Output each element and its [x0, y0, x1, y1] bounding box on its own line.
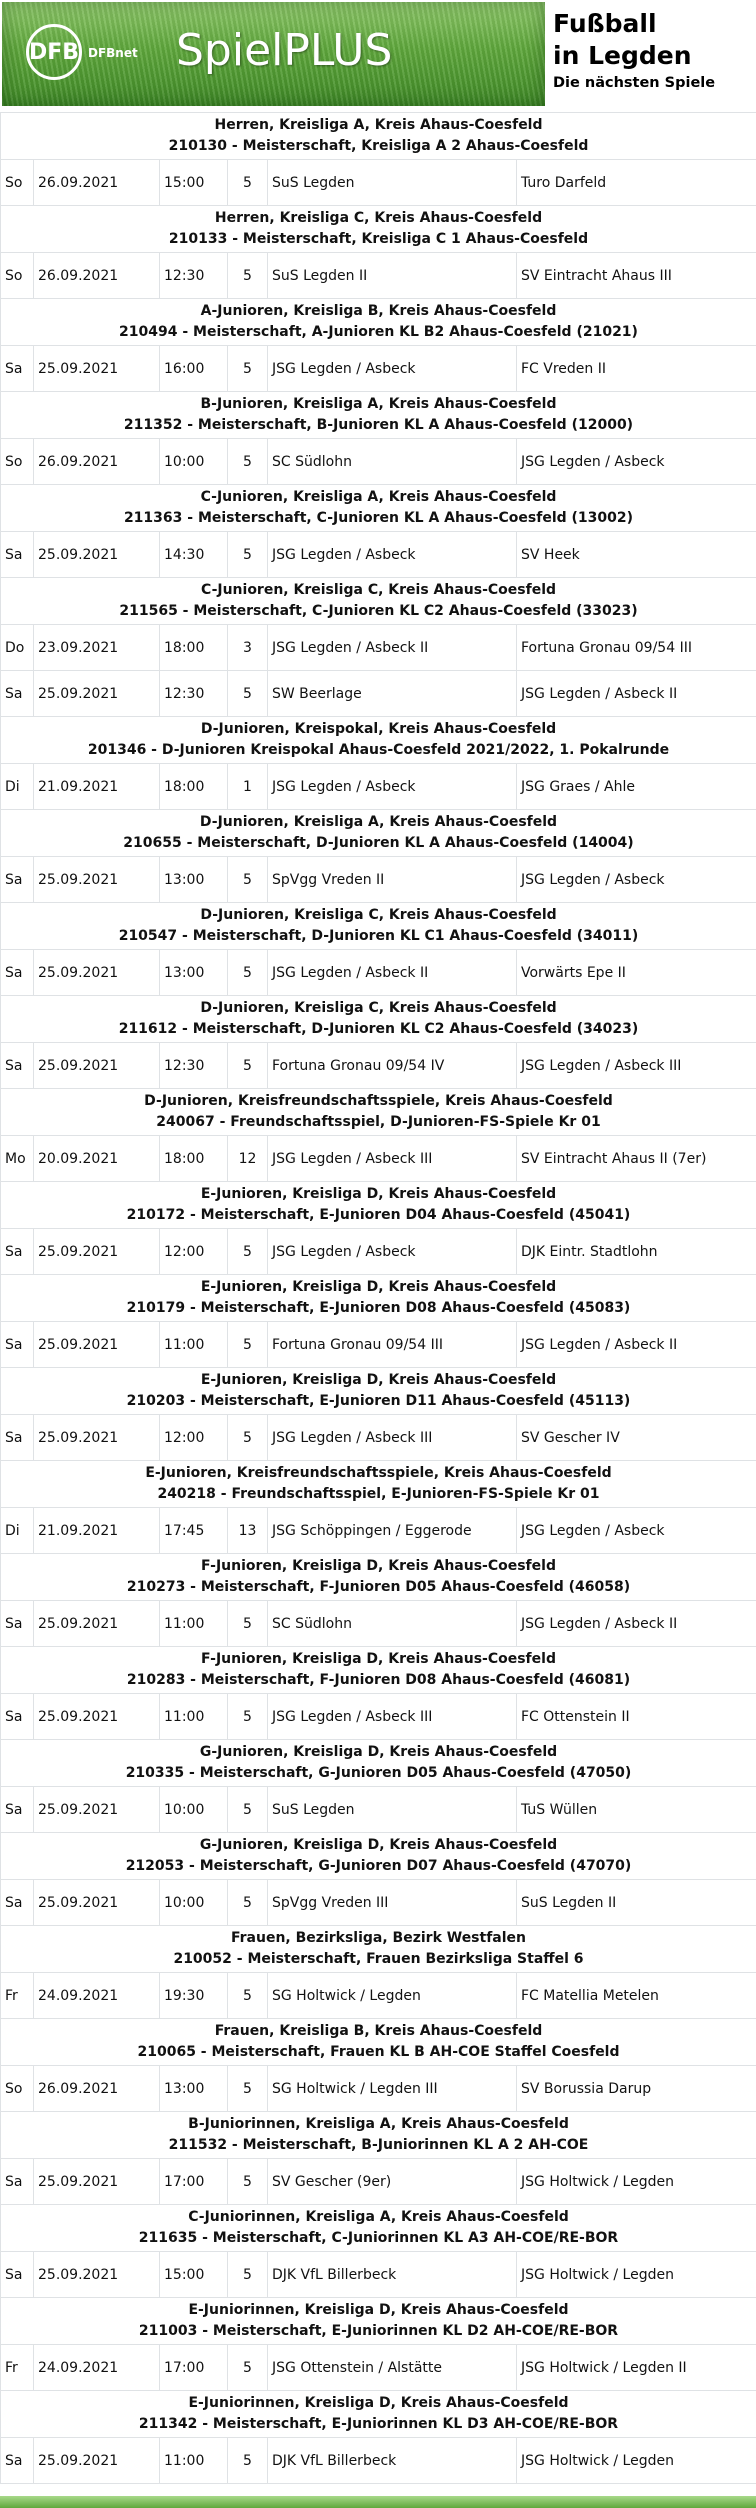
match-number: 5 — [228, 2066, 268, 2112]
match-row[interactable] — [1, 1136, 756, 1182]
dfb-logo-text: DFB — [28, 39, 80, 65]
competition-header-row — [1, 299, 756, 346]
away-team[interactable]: FC Matellia Metelen — [517, 1973, 756, 2019]
competition-header — [1, 1740, 756, 1787]
competition-header-row — [1, 1554, 756, 1601]
competition-league: Frauen, Kreisliga B, Kreis Ahaus-Coesfeld — [214, 2023, 543, 2039]
match-time: 16:00 — [160, 346, 228, 392]
match-row[interactable] — [1, 1694, 756, 1740]
match-day: So — [1, 160, 34, 206]
home-team[interactable]: JSG Legden / Asbeck III — [268, 1415, 517, 1461]
match-time: 18:00 — [160, 1136, 228, 1182]
competition-title-link[interactable]: 210335 - Meisterschaft, G-Junioren D05 Ahaus-Coesfeld (47050) — [125, 1765, 632, 1781]
away-team[interactable]: Fortuna Gronau 09/54 III — [517, 625, 756, 671]
match-day: Sa — [1, 857, 34, 903]
match-date: 25.09.2021 — [34, 2438, 160, 2484]
footer-grass-strip — [0, 2496, 756, 2508]
competition-header-row — [1, 1740, 756, 1787]
home-team[interactable]: JSG Ottenstein / Alstätte — [268, 2345, 517, 2391]
competition-title-link[interactable]: 210203 - Meisterschaft, E-Junioren D11 Ahaus-Coesfeld (45113) — [126, 1393, 631, 1409]
match-day: Sa — [1, 1322, 34, 1368]
competition-header-row — [1, 1461, 756, 1508]
competition-title-link[interactable]: 211635 - Meisterschaft, C-Juniorinnen KL A3 AH-COE/RE-BOR — [138, 2230, 619, 2246]
match-time: 17:00 — [160, 2159, 228, 2205]
competition-header — [1, 2298, 756, 2345]
match-row[interactable] — [1, 346, 756, 392]
home-team[interactable]: DJK VfL Billerbeck — [268, 2438, 517, 2484]
competition-league: D-Junioren, Kreisliga C, Kreis Ahaus-Coesfeld — [200, 907, 557, 923]
competition-league: A-Junioren, Kreisliga B, Kreis Ahaus-Coesfeld — [200, 303, 557, 319]
match-number: 5 — [228, 439, 268, 485]
competition-header — [1, 1275, 756, 1322]
match-time: 11:00 — [160, 1694, 228, 1740]
page-subtitle: Die nächsten Spiele — [553, 75, 716, 91]
competition-header — [1, 717, 756, 764]
match-day: Sa — [1, 671, 34, 717]
match-row[interactable] — [1, 439, 756, 485]
match-day: So — [1, 253, 34, 299]
competition-league: F-Junioren, Kreisliga D, Kreis Ahaus-Coesfeld — [201, 1651, 556, 1667]
match-date: 25.09.2021 — [34, 671, 160, 717]
match-time: 17:00 — [160, 2345, 228, 2391]
match-time: 12:00 — [160, 1415, 228, 1461]
competition-header — [1, 1089, 756, 1136]
match-date: 26.09.2021 — [34, 439, 160, 485]
match-date: 25.09.2021 — [34, 857, 160, 903]
away-team[interactable]: JSG Holtwick / Legden — [517, 2159, 756, 2205]
away-team[interactable]: SV Eintracht Ahaus II (7er) — [517, 1136, 756, 1182]
match-row[interactable] — [1, 950, 756, 996]
competition-title-link[interactable]: 211342 - Meisterschaft, E-Juniorinnen KL D3 AH-COE/RE-BOR — [138, 2416, 619, 2432]
match-time: 12:00 — [160, 1229, 228, 1275]
match-time: 10:00 — [160, 439, 228, 485]
home-team[interactable]: SuS Legden — [268, 160, 517, 206]
match-day: Sa — [1, 1880, 34, 1926]
match-time: 17:45 — [160, 1508, 228, 1554]
match-number: 12 — [228, 1136, 268, 1182]
match-number: 5 — [228, 671, 268, 717]
home-team[interactable]: JSG Legden / Asbeck II — [268, 625, 517, 671]
match-date: 25.09.2021 — [34, 950, 160, 996]
competition-title-link[interactable]: 212053 - Meisterschaft, G-Junioren D07 Ahaus-Coesfeld (47070) — [125, 1858, 632, 1874]
away-team[interactable]: JSG Legden / Asbeck II — [517, 671, 756, 717]
home-team[interactable]: SW Beerlage — [268, 671, 517, 717]
match-number: 5 — [228, 1787, 268, 1833]
home-team[interactable]: SG Holtwick / Legden III — [268, 2066, 517, 2112]
competition-header-row — [1, 996, 756, 1043]
match-time: 10:00 — [160, 1787, 228, 1833]
home-team[interactable]: SC Südlohn — [268, 1601, 517, 1647]
competition-league: E-Juniorinnen, Kreisliga D, Kreis Ahaus-Coesfeld — [188, 2395, 569, 2411]
away-team[interactable]: JSG Legden / Asbeck — [517, 857, 756, 903]
match-number: 13 — [228, 1508, 268, 1554]
competition-header — [1, 206, 756, 253]
page-title-line1: Fußball — [553, 9, 657, 38]
competition-header-row — [1, 1368, 756, 1415]
competition-header-row — [1, 2391, 756, 2438]
competition-header-row — [1, 578, 756, 625]
match-row[interactable] — [1, 625, 756, 671]
match-row[interactable] — [1, 1787, 756, 1833]
home-team[interactable]: JSG Legden / Asbeck — [268, 764, 517, 810]
away-team[interactable]: JSG Holtwick / Legden — [517, 2438, 756, 2484]
away-team[interactable]: JSG Holtwick / Legden II — [517, 2345, 756, 2391]
competition-title-link[interactable]: 210273 - Meisterschaft, F-Junioren D05 Ahaus-Coesfeld (46058) — [126, 1579, 631, 1595]
match-row[interactable] — [1, 160, 756, 206]
match-number: 5 — [228, 1601, 268, 1647]
match-number: 5 — [228, 1229, 268, 1275]
competition-header-row — [1, 903, 756, 950]
away-team[interactable]: DJK Eintr. Stadtlohn — [517, 1229, 756, 1275]
match-day: Sa — [1, 346, 34, 392]
match-date: 25.09.2021 — [34, 1787, 160, 1833]
competition-league: B-Junioren, Kreisliga A, Kreis Ahaus-Coesfeld — [200, 396, 557, 412]
competition-league: D-Junioren, Kreisliga C, Kreis Ahaus-Coesfeld — [200, 1000, 557, 1016]
match-day: Sa — [1, 950, 34, 996]
match-schedule-table — [0, 112, 756, 2484]
competition-title-link[interactable]: 201346 - D-Junioren Kreispokal Ahaus-Coesfeld 2021/2022, 1. Pokalrunde — [87, 742, 670, 758]
competition-title-link[interactable]: 211003 - Meisterschaft, E-Juniorinnen KL D2 AH-COE/RE-BOR — [138, 2323, 619, 2339]
away-team[interactable]: SV Gescher IV — [517, 1415, 756, 1461]
competition-title-link[interactable]: 210283 - Meisterschaft, F-Junioren D08 Ahaus-Coesfeld (46081) — [126, 1672, 631, 1688]
competition-header — [1, 2019, 756, 2066]
match-number: 5 — [228, 1694, 268, 1740]
match-day: Do — [1, 625, 34, 671]
match-date: 25.09.2021 — [34, 1880, 160, 1926]
match-row[interactable] — [1, 1601, 756, 1647]
home-team[interactable]: JSG Legden / Asbeck III — [268, 1694, 517, 1740]
match-time: 13:00 — [160, 950, 228, 996]
match-date: 26.09.2021 — [34, 160, 160, 206]
match-time: 14:30 — [160, 532, 228, 578]
match-time: 19:30 — [160, 1973, 228, 2019]
competition-league: C-Juniorinnen, Kreisliga A, Kreis Ahaus-Coesfeld — [188, 2209, 569, 2225]
competition-header-row — [1, 1089, 756, 1136]
competition-title-link[interactable]: 210179 - Meisterschaft, E-Junioren D08 Ahaus-Coesfeld (45083) — [126, 1300, 631, 1316]
match-row[interactable] — [1, 532, 756, 578]
home-team[interactable]: SC Südlohn — [268, 439, 517, 485]
competition-title-link[interactable]: 210494 - Meisterschaft, A-Junioren KL B2 Ahaus-Coesfeld (21021) — [119, 324, 638, 340]
match-time: 11:00 — [160, 2438, 228, 2484]
match-number: 5 — [228, 1973, 268, 2019]
away-team[interactable]: JSG Legden / Asbeck II — [517, 1322, 756, 1368]
competition-title-link[interactable]: 240218 - Freundschaftsspiel, E-Junioren-FS-Spiele Kr 01 — [157, 1486, 600, 1502]
grass-banner — [2, 2, 545, 106]
competition-header — [1, 1647, 756, 1694]
home-team[interactable]: SpVgg Vreden III — [268, 1880, 517, 1926]
competition-league: D-Junioren, Kreispokal, Kreis Ahaus-Coesfeld — [200, 721, 557, 737]
match-number: 5 — [228, 950, 268, 996]
match-date: 21.09.2021 — [34, 764, 160, 810]
away-team[interactable]: JSG Graes / Ahle — [517, 764, 756, 810]
match-number: 5 — [228, 2438, 268, 2484]
competition-header — [1, 1833, 756, 1880]
competition-header-row — [1, 206, 756, 253]
competition-league: Frauen, Bezirksliga, Bezirk Westfalen — [230, 1930, 527, 1946]
match-date: 25.09.2021 — [34, 1601, 160, 1647]
home-team[interactable]: Fortuna Gronau 09/54 IV — [268, 1043, 517, 1089]
competition-header-row — [1, 717, 756, 764]
match-day: Fr — [1, 1973, 34, 2019]
competition-league: C-Junioren, Kreisliga C, Kreis Ahaus-Coesfeld — [200, 582, 557, 598]
competition-header — [1, 1926, 756, 1973]
competition-title-link[interactable]: 211352 - Meisterschaft, B-Junioren KL A Ahaus-Coesfeld (12000) — [123, 417, 634, 433]
competition-header — [1, 392, 756, 439]
match-row[interactable] — [1, 1322, 756, 1368]
match-row[interactable] — [1, 2345, 756, 2391]
away-team[interactable]: JSG Legden / Asbeck — [517, 1508, 756, 1554]
competition-league: Herren, Kreisliga C, Kreis Ahaus-Coesfeld — [214, 210, 543, 226]
match-time: 13:00 — [160, 857, 228, 903]
away-team[interactable]: SV Eintracht Ahaus III — [517, 253, 756, 299]
dfb-logo-icon[interactable] — [26, 24, 82, 80]
match-number: 1 — [228, 764, 268, 810]
competition-header-row — [1, 392, 756, 439]
match-date: 25.09.2021 — [34, 346, 160, 392]
match-number: 5 — [228, 2252, 268, 2298]
competition-league: G-Junioren, Kreisliga D, Kreis Ahaus-Coesfeld — [199, 1744, 558, 1760]
competition-header — [1, 903, 756, 950]
match-day: Di — [1, 1508, 34, 1554]
match-number: 5 — [228, 1880, 268, 1926]
match-day: Sa — [1, 2159, 34, 2205]
match-date: 25.09.2021 — [34, 1043, 160, 1089]
match-day: So — [1, 439, 34, 485]
match-date: 25.09.2021 — [34, 2159, 160, 2205]
competition-header-row — [1, 2298, 756, 2345]
home-team[interactable]: JSG Legden / Asbeck III — [268, 1136, 517, 1182]
competition-league: B-Juniorinnen, Kreisliga A, Kreis Ahaus-Coesfeld — [188, 2116, 569, 2132]
schedule-body — [1, 113, 756, 2484]
match-number: 5 — [228, 1322, 268, 1368]
match-time: 12:30 — [160, 671, 228, 717]
away-team[interactable]: FC Ottenstein II — [517, 1694, 756, 1740]
match-time: 15:00 — [160, 160, 228, 206]
home-team[interactable]: JSG Legden / Asbeck — [268, 346, 517, 392]
match-date: 26.09.2021 — [34, 253, 160, 299]
away-team[interactable]: Vorwärts Epe II — [517, 950, 756, 996]
home-team[interactable]: DJK VfL Billerbeck — [268, 2252, 517, 2298]
match-row[interactable] — [1, 671, 756, 717]
match-number: 5 — [228, 532, 268, 578]
competition-header-row — [1, 810, 756, 857]
competition-league: Herren, Kreisliga A, Kreis Ahaus-Coesfeld — [214, 117, 543, 133]
competition-header-row — [1, 1275, 756, 1322]
competition-title-link[interactable]: 210052 - Meisterschaft, Frauen Bezirksliga Staffel 6 — [173, 1951, 584, 1967]
competition-title-link[interactable]: 210655 - Meisterschaft, D-Junioren KL A Ahaus-Coesfeld (14004) — [123, 835, 634, 851]
home-team[interactable]: JSG Legden / Asbeck — [268, 1229, 517, 1275]
match-number: 5 — [228, 857, 268, 903]
competition-title-link[interactable]: 211565 - Meisterschaft, C-Junioren KL C2 Ahaus-Coesfeld (33023) — [119, 603, 638, 619]
match-row[interactable] — [1, 1880, 756, 1926]
match-date: 20.09.2021 — [34, 1136, 160, 1182]
competition-header — [1, 2112, 756, 2159]
match-row[interactable] — [1, 1043, 756, 1089]
away-team[interactable]: SV Heek — [517, 532, 756, 578]
home-team[interactable]: JSG Legden / Asbeck — [268, 532, 517, 578]
competition-header — [1, 113, 756, 160]
match-day: Sa — [1, 1694, 34, 1740]
competition-header-row — [1, 2019, 756, 2066]
match-number: 3 — [228, 625, 268, 671]
competition-header-row — [1, 1647, 756, 1694]
competition-header-row — [1, 485, 756, 532]
competition-title-link[interactable]: 210172 - Meisterschaft, E-Junioren D04 Ahaus-Coesfeld (45041) — [126, 1207, 631, 1223]
match-number: 5 — [228, 2345, 268, 2391]
match-day: Sa — [1, 2252, 34, 2298]
match-date: 26.09.2021 — [34, 2066, 160, 2112]
home-team[interactable]: Fortuna Gronau 09/54 III — [268, 1322, 517, 1368]
match-number: 5 — [228, 253, 268, 299]
home-team[interactable]: SV Gescher (9er) — [268, 2159, 517, 2205]
match-date: 25.09.2021 — [34, 1229, 160, 1275]
competition-league: E-Junioren, Kreisliga D, Kreis Ahaus-Coesfeld — [200, 1186, 557, 1202]
competition-header-row — [1, 113, 756, 160]
match-day: Sa — [1, 1787, 34, 1833]
away-team[interactable]: SV Borussia Darup — [517, 2066, 756, 2112]
dfbnet-brand: DFBnet — [88, 46, 138, 60]
match-number: 5 — [228, 2159, 268, 2205]
away-team[interactable]: Turo Darfeld — [517, 160, 756, 206]
competition-header-row — [1, 1833, 756, 1880]
competition-header — [1, 1554, 756, 1601]
match-day: So — [1, 2066, 34, 2112]
match-time: 13:00 — [160, 2066, 228, 2112]
away-team[interactable]: SuS Legden II — [517, 1880, 756, 1926]
away-team[interactable]: TuS Wüllen — [517, 1787, 756, 1833]
competition-header — [1, 2391, 756, 2438]
home-team[interactable]: SuS Legden II — [268, 253, 517, 299]
match-date: 25.09.2021 — [34, 1694, 160, 1740]
competition-header-row — [1, 2205, 756, 2252]
match-time: 18:00 — [160, 625, 228, 671]
away-team[interactable]: JSG Legden / Asbeck III — [517, 1043, 756, 1089]
match-row[interactable] — [1, 253, 756, 299]
header — [0, 0, 756, 108]
match-time: 11:00 — [160, 1601, 228, 1647]
match-day: Sa — [1, 2438, 34, 2484]
home-team[interactable]: SG Holtwick / Legden — [268, 1973, 517, 2019]
match-date: 24.09.2021 — [34, 2345, 160, 2391]
competition-header — [1, 1182, 756, 1229]
match-date: 25.09.2021 — [34, 532, 160, 578]
match-row[interactable] — [1, 2159, 756, 2205]
match-row[interactable] — [1, 1415, 756, 1461]
match-row[interactable] — [1, 764, 756, 810]
match-time: 12:30 — [160, 1043, 228, 1089]
match-day: Sa — [1, 1415, 34, 1461]
match-day: Sa — [1, 1601, 34, 1647]
match-row[interactable] — [1, 857, 756, 903]
match-row[interactable] — [1, 1508, 756, 1554]
match-date: 25.09.2021 — [34, 2252, 160, 2298]
match-row[interactable] — [1, 2438, 756, 2484]
competition-header — [1, 299, 756, 346]
match-time: 11:00 — [160, 1322, 228, 1368]
match-date: 25.09.2021 — [34, 1415, 160, 1461]
match-time: 12:30 — [160, 253, 228, 299]
match-day: Sa — [1, 1043, 34, 1089]
match-time: 15:00 — [160, 2252, 228, 2298]
page-title-box — [553, 8, 753, 91]
away-team[interactable]: JSG Holtwick / Legden — [517, 2252, 756, 2298]
match-row[interactable] — [1, 1973, 756, 2019]
match-number: 5 — [228, 346, 268, 392]
competition-header — [1, 578, 756, 625]
competition-title-link[interactable]: 210130 - Meisterschaft, Kreisliga A 2 Ahaus-Coesfeld — [168, 138, 589, 154]
home-team[interactable]: SpVgg Vreden II — [268, 857, 517, 903]
competition-header — [1, 1461, 756, 1508]
competition-header — [1, 996, 756, 1043]
competition-league: E-Junioren, Kreisfreundschaftsspiele, Kreis Ahaus-Coesfeld — [145, 1465, 612, 1481]
home-team[interactable]: JSG Legden / Asbeck II — [268, 950, 517, 996]
competition-header-row — [1, 1926, 756, 1973]
competition-title-link[interactable]: 211612 - Meisterschaft, D-Junioren KL C2 Ahaus-Coesfeld (34023) — [118, 1021, 639, 1037]
match-day: Mo — [1, 1136, 34, 1182]
away-team[interactable]: JSG Legden / Asbeck II — [517, 1601, 756, 1647]
match-day: Di — [1, 764, 34, 810]
competition-header — [1, 485, 756, 532]
match-date: 21.09.2021 — [34, 1508, 160, 1554]
match-row[interactable] — [1, 2066, 756, 2112]
competition-header — [1, 1368, 756, 1415]
match-row[interactable] — [1, 1229, 756, 1275]
competition-league: F-Junioren, Kreisliga D, Kreis Ahaus-Coesfeld — [201, 1558, 556, 1574]
competition-title-link[interactable]: 211363 - Meisterschaft, C-Junioren KL A Ahaus-Coesfeld (13002) — [123, 510, 634, 526]
match-number: 5 — [228, 1043, 268, 1089]
home-team[interactable]: JSG Schöppingen / Eggerode — [268, 1508, 517, 1554]
page-title-line2: in Legden — [553, 41, 692, 70]
competition-league: D-Junioren, Kreisfreundschaftsspiele, Kreis Ahaus-Coesfeld — [144, 1093, 613, 1109]
competition-title-link[interactable]: 210547 - Meisterschaft, D-Junioren KL C1 Ahaus-Coesfeld (34011) — [118, 928, 639, 944]
match-date: 23.09.2021 — [34, 625, 160, 671]
competition-title-link[interactable]: 210065 - Meisterschaft, Frauen KL B AH-COE Staffel Coesfeld — [137, 2044, 620, 2060]
competition-league: E-Junioren, Kreisliga D, Kreis Ahaus-Coesfeld — [200, 1372, 557, 1388]
match-time: 10:00 — [160, 1880, 228, 1926]
competition-league: E-Juniorinnen, Kreisliga D, Kreis Ahaus-Coesfeld — [188, 2302, 569, 2318]
competition-league: C-Junioren, Kreisliga A, Kreis Ahaus-Coesfeld — [200, 489, 557, 505]
competition-title-link[interactable]: 240067 - Freundschaftsspiel, D-Junioren-FS-Spiele Kr 01 — [156, 1114, 601, 1130]
match-number: 5 — [228, 160, 268, 206]
away-team[interactable]: JSG Legden / Asbeck — [517, 439, 756, 485]
competition-league: D-Junioren, Kreisliga A, Kreis Ahaus-Coesfeld — [199, 814, 558, 830]
home-team[interactable]: SuS Legden — [268, 1787, 517, 1833]
match-time: 18:00 — [160, 764, 228, 810]
competition-header-row — [1, 2112, 756, 2159]
competition-header — [1, 810, 756, 857]
competition-title-link[interactable]: 210133 - Meisterschaft, Kreisliga C 1 Ahaus-Coesfeld — [168, 231, 589, 247]
competition-title-link[interactable]: 211532 - Meisterschaft, B-Juniorinnen KL A 2 AH-COE — [168, 2137, 589, 2153]
match-day: Fr — [1, 2345, 34, 2391]
match-number: 5 — [228, 1415, 268, 1461]
away-team[interactable]: FC Vreden II — [517, 346, 756, 392]
competition-header — [1, 2205, 756, 2252]
match-date: 24.09.2021 — [34, 1973, 160, 2019]
competition-league: E-Junioren, Kreisliga D, Kreis Ahaus-Coesfeld — [200, 1279, 557, 1295]
spielplus-brand: SpielPLUS — [176, 25, 393, 76]
match-day: Sa — [1, 1229, 34, 1275]
match-day: Sa — [1, 532, 34, 578]
competition-league: G-Junioren, Kreisliga D, Kreis Ahaus-Coesfeld — [199, 1837, 558, 1853]
match-date: 25.09.2021 — [34, 1322, 160, 1368]
competition-header-row — [1, 1182, 756, 1229]
match-row[interactable] — [1, 2252, 756, 2298]
